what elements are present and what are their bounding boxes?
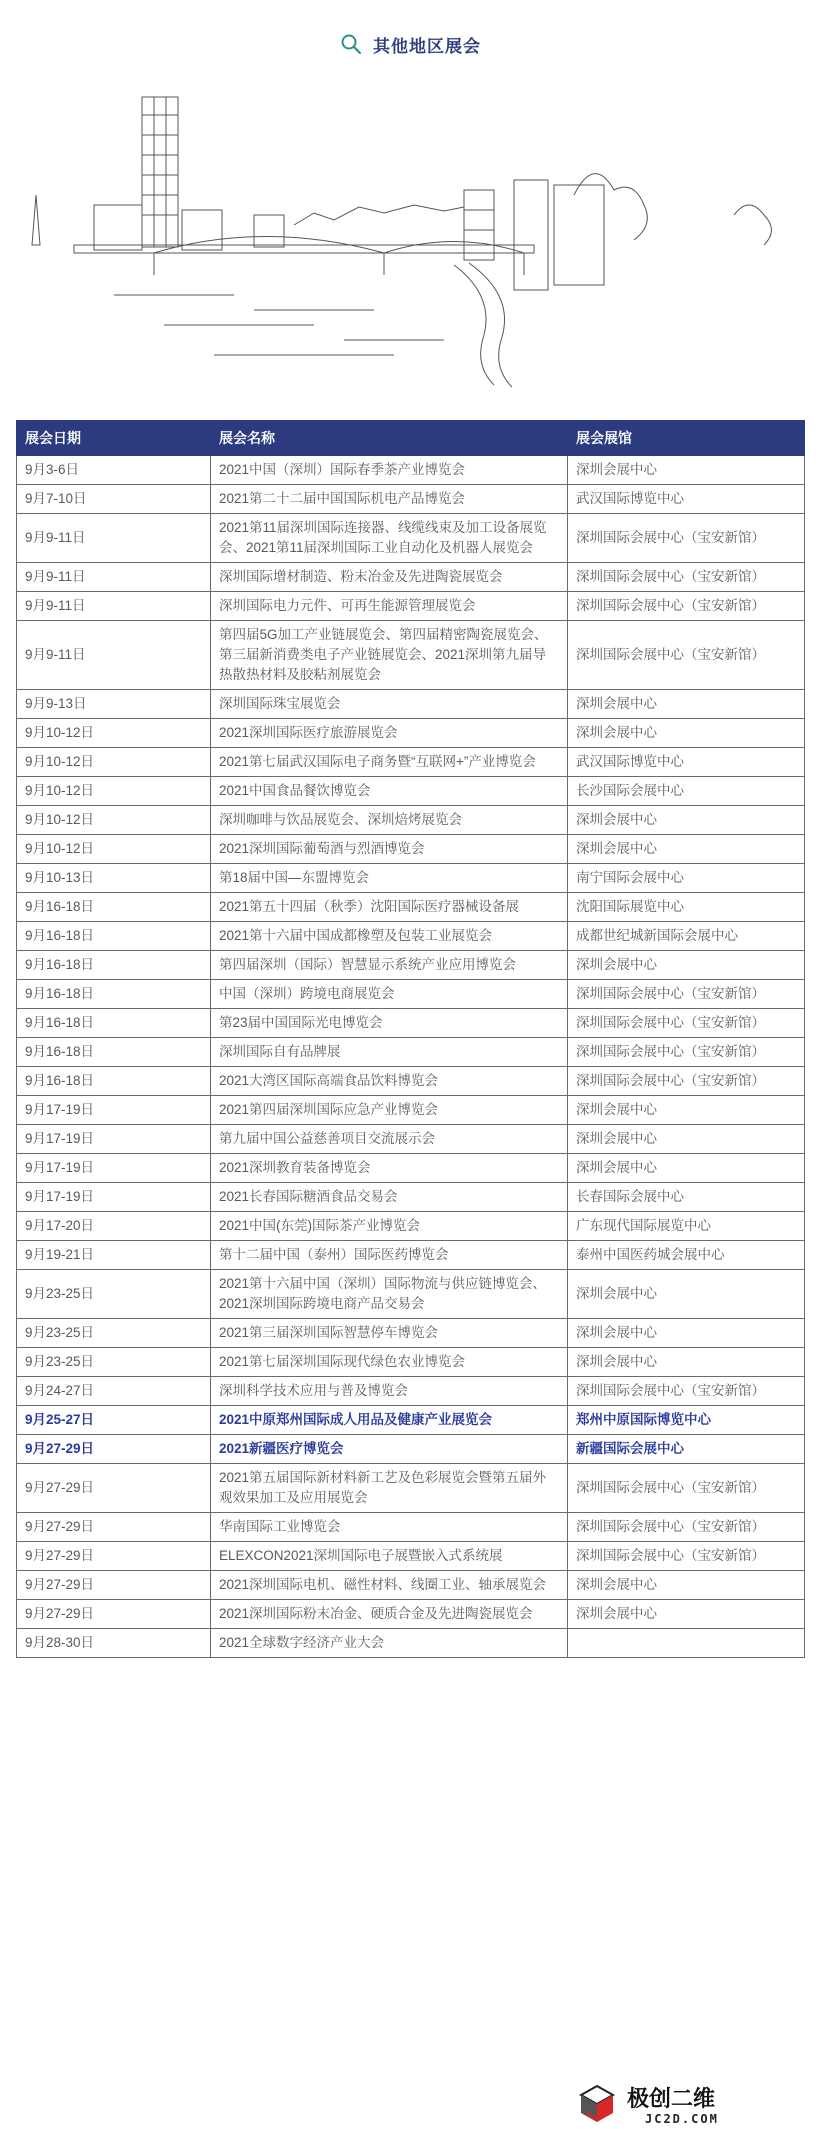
table-row: [17, 514, 805, 563]
name-cell: 2021中国(东莞)国际茶产业博览会: [211, 1212, 568, 1241]
table-row: [17, 951, 805, 980]
table-row: [17, 980, 805, 1009]
name-cell: 第十二届中国（泰州）国际医药博览会: [211, 1241, 568, 1270]
date-cell: 9月16-18日: [17, 1038, 211, 1067]
table-row: [17, 719, 805, 748]
table-row: [17, 485, 805, 514]
date-cell: 9月27-29日: [17, 1600, 211, 1629]
table-row: [17, 864, 805, 893]
name-cell: 2021中国食品餐饮博览会: [211, 777, 568, 806]
name-cell: 2021第七届深圳国际现代绿色农业博览会: [211, 1348, 568, 1377]
name-cell: 2021中国（深圳）国际春季茶产业博览会: [211, 456, 568, 485]
name-cell: 第23届中国国际光电博览会: [211, 1009, 568, 1038]
name-cell: 2021深圳教育装备博览会: [211, 1154, 568, 1183]
table-row: [17, 1183, 805, 1212]
date-cell: 9月17-20日: [17, 1212, 211, 1241]
venue-cell: 深圳国际会展中心（宝安新馆）: [568, 1009, 805, 1038]
name-cell: 2021全球数字经济产业大会: [211, 1629, 568, 1658]
venue-cell: 沈阳国际展览中心: [568, 893, 805, 922]
venue-cell: 深圳会展中心: [568, 1571, 805, 1600]
date-cell: 9月19-21日: [17, 1241, 211, 1270]
name-cell: 华南国际工业博览会: [211, 1513, 568, 1542]
cube-logo-icon: [581, 2086, 613, 2122]
venue-cell: 深圳会展中心: [568, 690, 805, 719]
name-cell: 2021第十六届中国成都橡塑及包装工业展览会: [211, 922, 568, 951]
table-row: [17, 922, 805, 951]
name-cell: 深圳国际珠宝展览会: [211, 690, 568, 719]
venue-cell: 长沙国际会展中心: [568, 777, 805, 806]
venue-cell: 深圳国际会展中心（宝安新馆）: [568, 1464, 805, 1513]
venue-cell: 深圳会展中心: [568, 806, 805, 835]
venue-cell: 深圳会展中心: [568, 951, 805, 980]
table-row: [17, 1241, 805, 1270]
table-row: [17, 1513, 805, 1542]
date-cell: 9月27-29日: [17, 1435, 211, 1464]
date-cell: 9月9-11日: [17, 563, 211, 592]
table-row: [17, 893, 805, 922]
header-venue: 展会展馆: [568, 421, 805, 456]
venue-cell: 深圳国际会展中心（宝安新馆）: [568, 514, 805, 563]
date-cell: 9月10-12日: [17, 748, 211, 777]
date-cell: 9月23-25日: [17, 1348, 211, 1377]
venue-cell: 南宁国际会展中心: [568, 864, 805, 893]
date-cell: 9月17-19日: [17, 1183, 211, 1212]
venue-cell: 深圳会展中心: [568, 835, 805, 864]
date-cell: 9月7-10日: [17, 485, 211, 514]
date-cell: 9月3-6日: [17, 456, 211, 485]
date-cell: 9月10-13日: [17, 864, 211, 893]
date-cell: 9月27-29日: [17, 1464, 211, 1513]
name-cell: 2021中原郑州国际成人用品及健康产业展览会: [211, 1406, 568, 1435]
venue-cell: 深圳国际会展中心（宝安新馆）: [568, 563, 805, 592]
table-row: [17, 1571, 805, 1600]
date-cell: 9月27-29日: [17, 1571, 211, 1600]
date-cell: 9月9-11日: [17, 592, 211, 621]
name-cell: 第18届中国—东盟博览会: [211, 864, 568, 893]
date-cell: 9月16-18日: [17, 893, 211, 922]
venue-cell: 成都世纪城新国际会展中心: [568, 922, 805, 951]
name-cell: 2021第五十四届（秋季）沈阳国际医疗器械设备展: [211, 893, 568, 922]
header-name: 展会名称: [211, 421, 568, 456]
table-row: [17, 592, 805, 621]
venue-cell: 深圳会展中心: [568, 1600, 805, 1629]
name-cell: 2021第三届深圳国际智慧停车博览会: [211, 1319, 568, 1348]
name-cell: 2021深圳国际医疗旅游展览会: [211, 719, 568, 748]
date-cell: 9月27-29日: [17, 1513, 211, 1542]
name-cell: 2021深圳国际粉末冶金、硬质合金及先进陶瓷展览会: [211, 1600, 568, 1629]
date-cell: 9月10-12日: [17, 777, 211, 806]
venue-cell: 深圳国际会展中心（宝安新馆）: [568, 1513, 805, 1542]
header-date: 展会日期: [17, 421, 211, 456]
name-cell: 深圳国际增材制造、粉末冶金及先进陶瓷展览会: [211, 563, 568, 592]
venue-cell: 深圳会展中心: [568, 719, 805, 748]
table-row: [17, 1600, 805, 1629]
table-header-row: [17, 421, 805, 456]
date-cell: 9月10-12日: [17, 719, 211, 748]
table-row: [17, 806, 805, 835]
name-cell: 深圳国际自有品牌展: [211, 1038, 568, 1067]
venue-cell: 深圳国际会展中心（宝安新馆）: [568, 621, 805, 690]
date-cell: 9月17-19日: [17, 1096, 211, 1125]
date-cell: 9月16-18日: [17, 922, 211, 951]
venue-cell: 深圳国际会展中心（宝安新馆）: [568, 980, 805, 1009]
name-cell: 2021大湾区国际高端食品饮料博览会: [211, 1067, 568, 1096]
date-cell: 9月9-13日: [17, 690, 211, 719]
table-row: [17, 1212, 805, 1241]
table-row: [17, 1435, 805, 1464]
venue-cell: 深圳国际会展中心（宝安新馆）: [568, 1067, 805, 1096]
venue-cell: 深圳会展中心: [568, 1270, 805, 1319]
venue-cell: 深圳国际会展中心（宝安新馆）: [568, 1542, 805, 1571]
date-cell: 9月9-11日: [17, 621, 211, 690]
date-cell: 9月17-19日: [17, 1154, 211, 1183]
table-row: [17, 621, 805, 690]
name-cell: 2021新疆医疗博览会: [211, 1435, 568, 1464]
name-cell: 2021长春国际糖酒食品交易会: [211, 1183, 568, 1212]
name-cell: 2021深圳国际葡萄酒与烈酒博览会: [211, 835, 568, 864]
name-cell: 中国（深圳）跨境电商展览会: [211, 980, 568, 1009]
date-cell: 9月23-25日: [17, 1319, 211, 1348]
date-cell: 9月16-18日: [17, 980, 211, 1009]
name-cell: 2021第11届深圳国际连接器、线缆线束及加工设备展览会、2021第11届深圳国际工业自动化及机器人展览会: [211, 514, 568, 563]
table-row: [17, 563, 805, 592]
venue-cell: 深圳会展中心: [568, 1319, 805, 1348]
venue-cell: 武汉国际博览中心: [568, 748, 805, 777]
venue-cell: 深圳国际会展中心（宝安新馆）: [568, 1377, 805, 1406]
date-cell: 9月23-25日: [17, 1270, 211, 1319]
venue-cell: 深圳会展中心: [568, 1348, 805, 1377]
date-cell: 9月25-27日: [17, 1406, 211, 1435]
table-row: [17, 748, 805, 777]
name-cell: 第四届深圳（国际）智慧显示系统产业应用博览会: [211, 951, 568, 980]
table-row: [17, 1542, 805, 1571]
date-cell: 9月9-11日: [17, 514, 211, 563]
table-row: [17, 1406, 805, 1435]
venue-cell: [568, 1629, 805, 1658]
name-cell: 2021第七届武汉国际电子商务暨“互联网+”产业博览会: [211, 748, 568, 777]
venue-cell: 长春国际会展中心: [568, 1183, 805, 1212]
date-cell: 9月27-29日: [17, 1542, 211, 1571]
table-row: [17, 1154, 805, 1183]
date-cell: 9月10-12日: [17, 835, 211, 864]
date-cell: 9月28-30日: [17, 1629, 211, 1658]
venue-cell: 武汉国际博览中心: [568, 485, 805, 514]
watermark-logo: [575, 2082, 815, 2126]
table-row: [17, 1464, 805, 1513]
table-row: [17, 456, 805, 485]
table-row: [17, 1125, 805, 1154]
table-row: [17, 1096, 805, 1125]
name-cell: 深圳国际电力元件、可再生能源管理展览会: [211, 592, 568, 621]
table-row: [17, 690, 805, 719]
watermark-domain: JC2D.COM: [645, 2112, 719, 2126]
venue-cell: 深圳会展中心: [568, 456, 805, 485]
name-cell: 2021第十六届中国（深圳）国际物流与供应链博览会、2021深圳国际跨境电商产品交易会: [211, 1270, 568, 1319]
name-cell: 深圳科学技术应用与普及博览会: [211, 1377, 568, 1406]
table-row: [17, 1009, 805, 1038]
venue-cell: 深圳国际会展中心（宝安新馆）: [568, 1038, 805, 1067]
name-cell: 深圳咖啡与饮品展览会、深圳焙烤展览会: [211, 806, 568, 835]
name-cell: 2021第五届国际新材料新工艺及色彩展览会暨第五届外观效果加工及应用展览会: [211, 1464, 568, 1513]
table-row: [17, 1629, 805, 1658]
cityscape-bridge-sketch: [14, 95, 804, 395]
venue-cell: 泰州中国医药城会展中心: [568, 1241, 805, 1270]
name-cell: ELEXCON2021深圳国际电子展暨嵌入式系统展: [211, 1542, 568, 1571]
name-cell: 第九届中国公益慈善项目交流展示会: [211, 1125, 568, 1154]
name-cell: 2021第四届深圳国际应急产业博览会: [211, 1096, 568, 1125]
name-cell: 2021第二十二届中国国际机电产品博览会: [211, 485, 568, 514]
date-cell: 9月16-18日: [17, 951, 211, 980]
table-row: [17, 1270, 805, 1319]
venue-cell: 深圳会展中心: [568, 1125, 805, 1154]
date-cell: 9月17-19日: [17, 1125, 211, 1154]
table-row: [17, 1319, 805, 1348]
venue-cell: 深圳会展中心: [568, 1154, 805, 1183]
table-row: [17, 777, 805, 806]
exhibition-table: [16, 420, 805, 1658]
table-row: [17, 1038, 805, 1067]
date-cell: 9月24-27日: [17, 1377, 211, 1406]
section-header: [0, 24, 820, 64]
table-row: [17, 1348, 805, 1377]
table-row: [17, 835, 805, 864]
date-cell: 9月10-12日: [17, 806, 211, 835]
venue-cell: 广东现代国际展览中心: [568, 1212, 805, 1241]
table-row: [17, 1377, 805, 1406]
venue-cell: 深圳会展中心: [568, 1096, 805, 1125]
name-cell: 第四届5G加工产业链展览会、第四届精密陶瓷展览会、第三届新消费类电子产业链展览会、2021深圳第九届导热散热材料及胶粘剂展览会: [211, 621, 568, 690]
venue-cell: 新疆国际会展中心: [568, 1435, 805, 1464]
venue-cell: 郑州中原国际博览中心: [568, 1406, 805, 1435]
watermark-name: 极创二维: [627, 2087, 716, 2112]
venue-cell: 深圳国际会展中心（宝安新馆）: [568, 592, 805, 621]
name-cell: 2021深圳国际电机、磁性材料、线圈工业、轴承展览会: [211, 1571, 568, 1600]
date-cell: 9月16-18日: [17, 1009, 211, 1038]
search-icon: [339, 32, 363, 56]
date-cell: 9月16-18日: [17, 1067, 211, 1096]
section-title: 其他地区展会: [373, 36, 481, 56]
table-row: [17, 1067, 805, 1096]
